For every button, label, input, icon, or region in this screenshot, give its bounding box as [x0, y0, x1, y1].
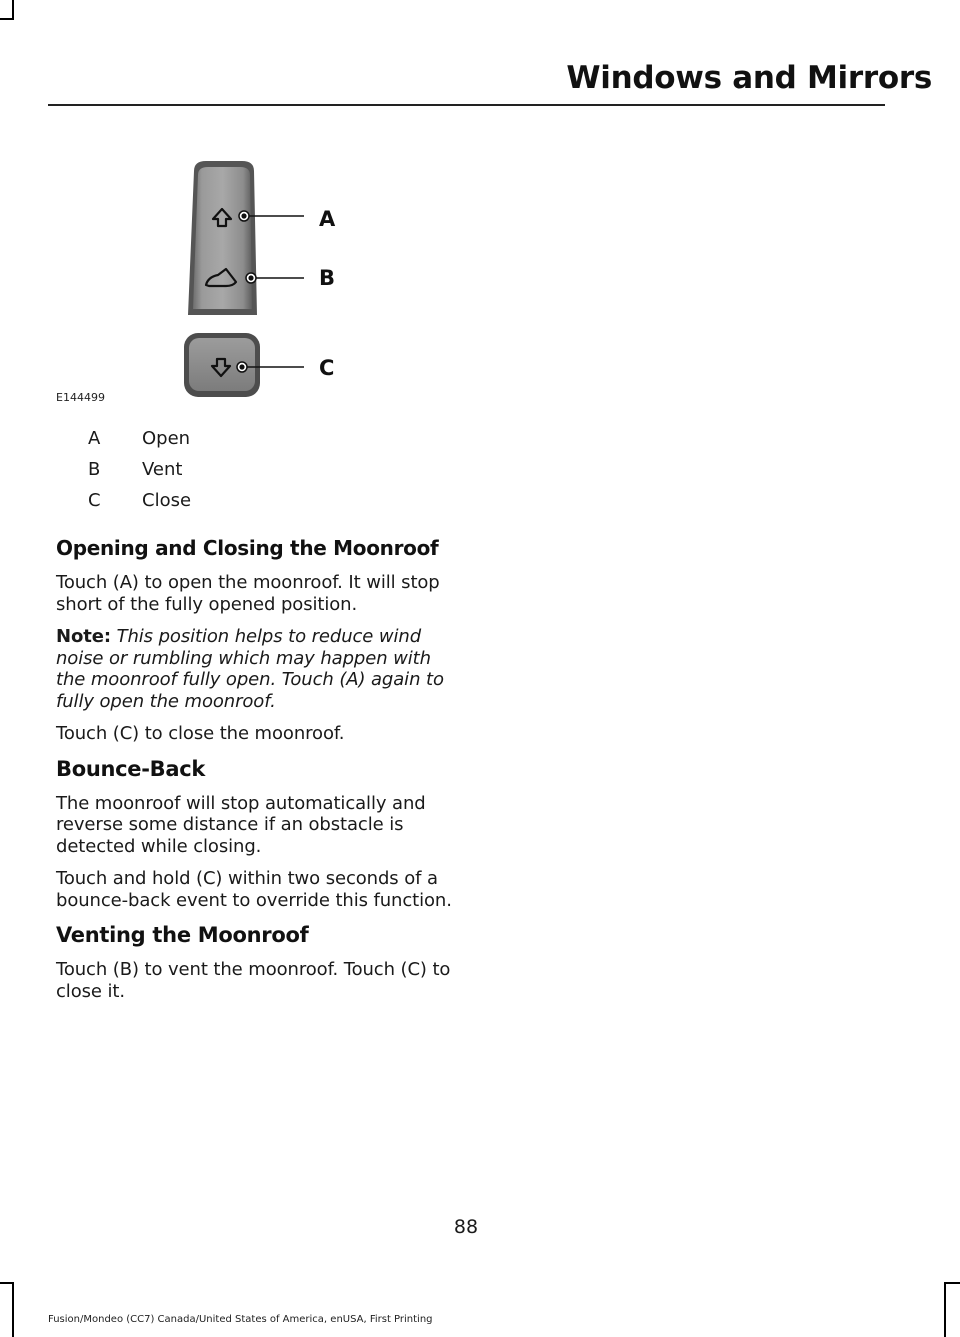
paragraph: Touch (A) to open the moonroof. It will stop short of the fully opened position.: [56, 572, 440, 615]
crop-mark-top-left-h: [0, 18, 14, 20]
figure-id: E144499: [56, 391, 105, 404]
note-paragraph: [56, 626, 454, 712]
crop-mark-bottom-right-v: [944, 1282, 946, 1337]
crop-mark-top-left-v: [12, 0, 14, 20]
legend-key: A: [88, 428, 101, 449]
page-number: 88: [453, 1216, 479, 1238]
moonroof-switch-figure: [56, 145, 456, 410]
crop-mark-bottom-left-h: [0, 1282, 14, 1284]
callout-b: B: [319, 266, 336, 290]
legend-value: Open: [142, 428, 191, 449]
paragraph: Touch and hold (C) within two seconds of a bounce-back event to override this function.: [56, 868, 452, 911]
header-rule: [48, 104, 885, 106]
paragraph: Touch (C) to close the moonroof.: [56, 723, 345, 744]
legend-key: C: [88, 490, 101, 511]
crop-mark-bottom-right-h: [944, 1282, 960, 1284]
note-text: This position helps to reduce wind noise or rumbling which may happen with the moonroof fully open. Touch (A) again to fully open the moonroof.: [56, 626, 444, 712]
callout-c: C: [319, 356, 335, 380]
legend-value: Vent: [142, 459, 183, 480]
heading-venting: Venting the Moonroof: [56, 923, 309, 947]
heading-bounce-back: Bounce-Back: [56, 756, 206, 781]
heading-opening-closing: Opening and Closing the Moonroof: [56, 536, 439, 560]
page-header-title: Windows and Mirrors: [566, 60, 932, 96]
note-label: Note:: [56, 626, 111, 647]
moonroof-switch-illustration: [56, 145, 456, 410]
switch-upper-face: [193, 167, 252, 309]
paragraph: Touch (B) to vent the moonroof. Touch (C) to close it.: [56, 959, 451, 1002]
main-content: [56, 536, 454, 1013]
legend-key: B: [88, 459, 101, 480]
footer-text: Fusion/Mondeo (CC7) Canada/United States of America, enUSA, First Printing: [48, 1314, 433, 1325]
legend-value: Close: [142, 490, 192, 511]
paragraph: The moonroof will stop automatically and reverse some distance if an obstacle is detected while closing.: [56, 792, 426, 857]
crop-mark-bottom-left-v: [12, 1282, 14, 1337]
callout-a: A: [319, 207, 336, 231]
